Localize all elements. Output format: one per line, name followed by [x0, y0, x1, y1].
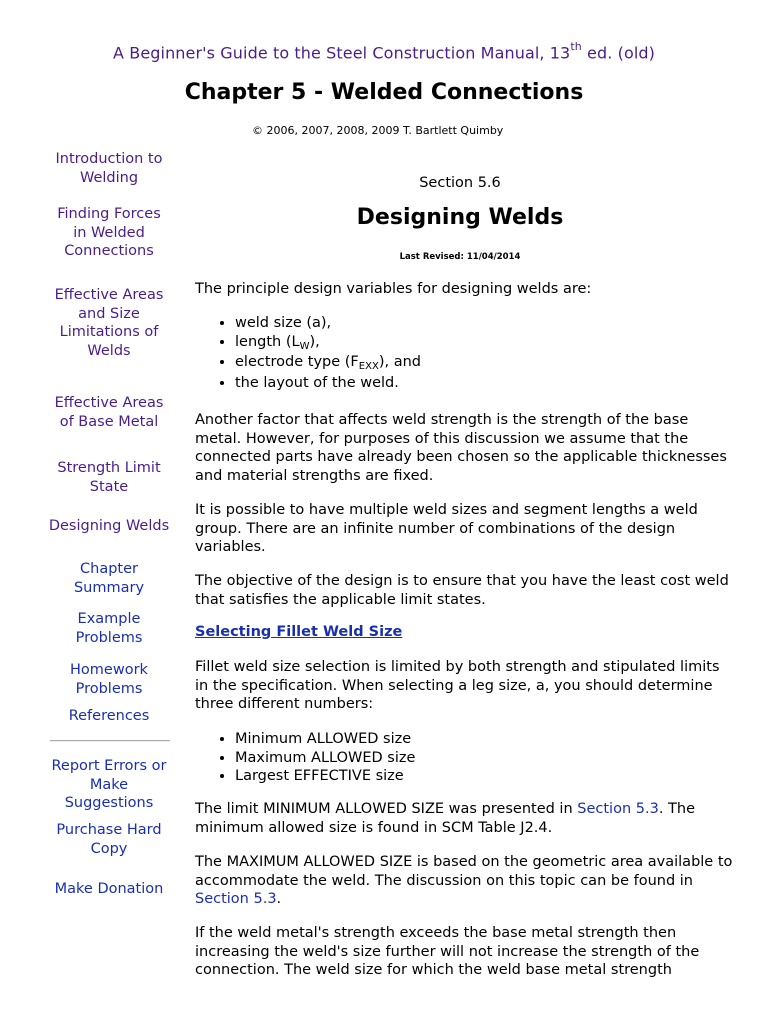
sidebar-item-finding-forces[interactable] [40, 205, 178, 261]
list-item: • electrode type $(F_{EXX})$, and [235, 353, 421, 374]
list-item: • length $(L_W)$, [235, 333, 421, 354]
list-item: • the layout of the weld. [235, 374, 421, 393]
sidebar-item-label: and Size [78, 305, 140, 322]
sidebar-item-designing-welds[interactable] [40, 517, 178, 536]
size-limits-list [215, 730, 415, 786]
copyright-notice: © 2006, 2007, 2008, 2009 T. Bartlett Quimby [252, 124, 504, 137]
list-item: • Maximum ALLOWED size [235, 749, 415, 768]
design-variables-list [215, 314, 421, 392]
sidebar-item-strength-limit-state[interactable] [40, 459, 178, 496]
sidebar-item-references[interactable] [40, 707, 178, 726]
section-5-3-link[interactable]: Section 5.3 [195, 891, 277, 907]
sidebar-item-label: State [89, 478, 129, 495]
section-5-3-link[interactable]: Section 5.3 [577, 801, 659, 817]
list-item: • Minimum ALLOWED size [235, 730, 415, 749]
fillet-size-paragraph: Fillet weld size selection is limited by both strength and stipulated limits in the specification. When selecting a leg size, a, you should determine three different numbers: [195, 659, 720, 712]
sidebar-item-label: Make [89, 776, 129, 793]
sidebar-item-purchase-hard-copy[interactable] [40, 821, 178, 858]
guide-title-text: A Beginner's Guide to the Steel Construction Manual, 13 [113, 43, 571, 63]
sidebar-item-label: of Base Metal [59, 413, 159, 430]
guide-title-superscript: th [570, 40, 582, 53]
sidebar-item-label: Welds [87, 342, 131, 359]
sidebar-item-label: Suggestions [64, 795, 154, 811]
sidebar-item-report-errors[interactable] [40, 757, 178, 813]
sidebar-item-label: Chapter [80, 561, 138, 577]
intro-paragraph: The principle design variables for designing welds are: [195, 281, 592, 297]
multiple-sizes-paragraph: It is possible to have multiple weld sizes and segment lengths a weld group. There are an infinite number of combinations of the design variables. [195, 502, 698, 555]
sidebar-item-homework-problems[interactable] [40, 661, 178, 698]
weld-metal-strength-paragraph: If the weld metal's strength exceeds the base metal strength then increasing the weld's size further will not increase the strength of the connection. The weld size for which the weld base metal strength [195, 925, 700, 978]
guide-title-tail: ed. (old) [581, 43, 655, 63]
minimum-size-paragraph: The limit MINIMUM ALLOWED SIZE was presented in Section 5.3. The minimum allowed size is found in SCM Table J2.4. [195, 801, 695, 836]
last-revised-date: Last Revised: 11/04/2014 [399, 252, 521, 262]
sidebar-item-label: Introduction to [55, 151, 163, 167]
sidebar-item-label: Strength Limit [57, 460, 161, 476]
sidebar-item-label: Homework [70, 662, 148, 678]
sidebar-item-label: Limitations of [59, 324, 159, 340]
sidebar-item-label: Copy [90, 840, 128, 857]
guide-title [0, 42, 768, 62]
sidebar-item-label: Welding [79, 169, 139, 186]
objective-paragraph: The objective of the design is to ensure that you have the least cost weld that satisfies the applicable limit states. [195, 573, 729, 608]
sidebar-item-label: Designing Welds [48, 518, 170, 534]
sidebar-item-label: Report Errors or [51, 758, 167, 774]
sidebar-item-label: Connections [64, 243, 154, 259]
sidebar-item-label: Problems [75, 629, 143, 646]
sidebar-item-label: Problems [75, 680, 143, 697]
sidebar-item-label: in Welded [73, 224, 145, 241]
sidebar-divider [50, 740, 170, 742]
sidebar-item-label: Example [77, 611, 141, 627]
sidebar-item-make-donation[interactable] [40, 880, 178, 899]
section-number: Section 5.6 [419, 175, 501, 191]
sidebar-item-label: Make Donation [54, 881, 164, 897]
sidebar-item-introduction-to-welding[interactable] [40, 150, 178, 187]
sidebar-item-label: Summary [73, 579, 145, 596]
list-item: • Largest EFFECTIVE size [235, 767, 415, 786]
sidebar-item-label: Effective Areas [54, 395, 164, 411]
sidebar-item-example-problems[interactable] [40, 610, 178, 647]
sidebar-item-label: References [68, 708, 150, 724]
maximum-size-paragraph: The MAXIMUM ALLOWED SIZE is based on the geometric area available to accommodate the weld. The discussion on this topic can be found in Section 5.3. [195, 854, 733, 907]
chapter-title: Chapter 5 - Welded Connections [184, 80, 584, 105]
selecting-fillet-weld-size-link[interactable]: Selecting Fillet Weld Size [195, 624, 403, 640]
sidebar-item-label: Finding Forces [57, 206, 161, 222]
page-title: Designing Welds [356, 205, 564, 230]
sidebar-item-label: Effective Areas [54, 287, 164, 303]
sidebar-item-effective-areas-size[interactable] [40, 286, 178, 360]
list-item: • weld size (a), [235, 314, 421, 333]
sidebar-item-label: Purchase Hard [56, 822, 162, 838]
base-metal-paragraph: Another factor that affects weld strength is the strength of the base metal. However, for purposes of this discussion we assume that the connected parts have already been chosen so the applicable thicknesses and material strengths are fixed. [195, 412, 727, 484]
sidebar-item-effective-areas-base-metal[interactable] [40, 394, 178, 431]
sidebar-item-chapter-summary[interactable] [40, 560, 178, 597]
